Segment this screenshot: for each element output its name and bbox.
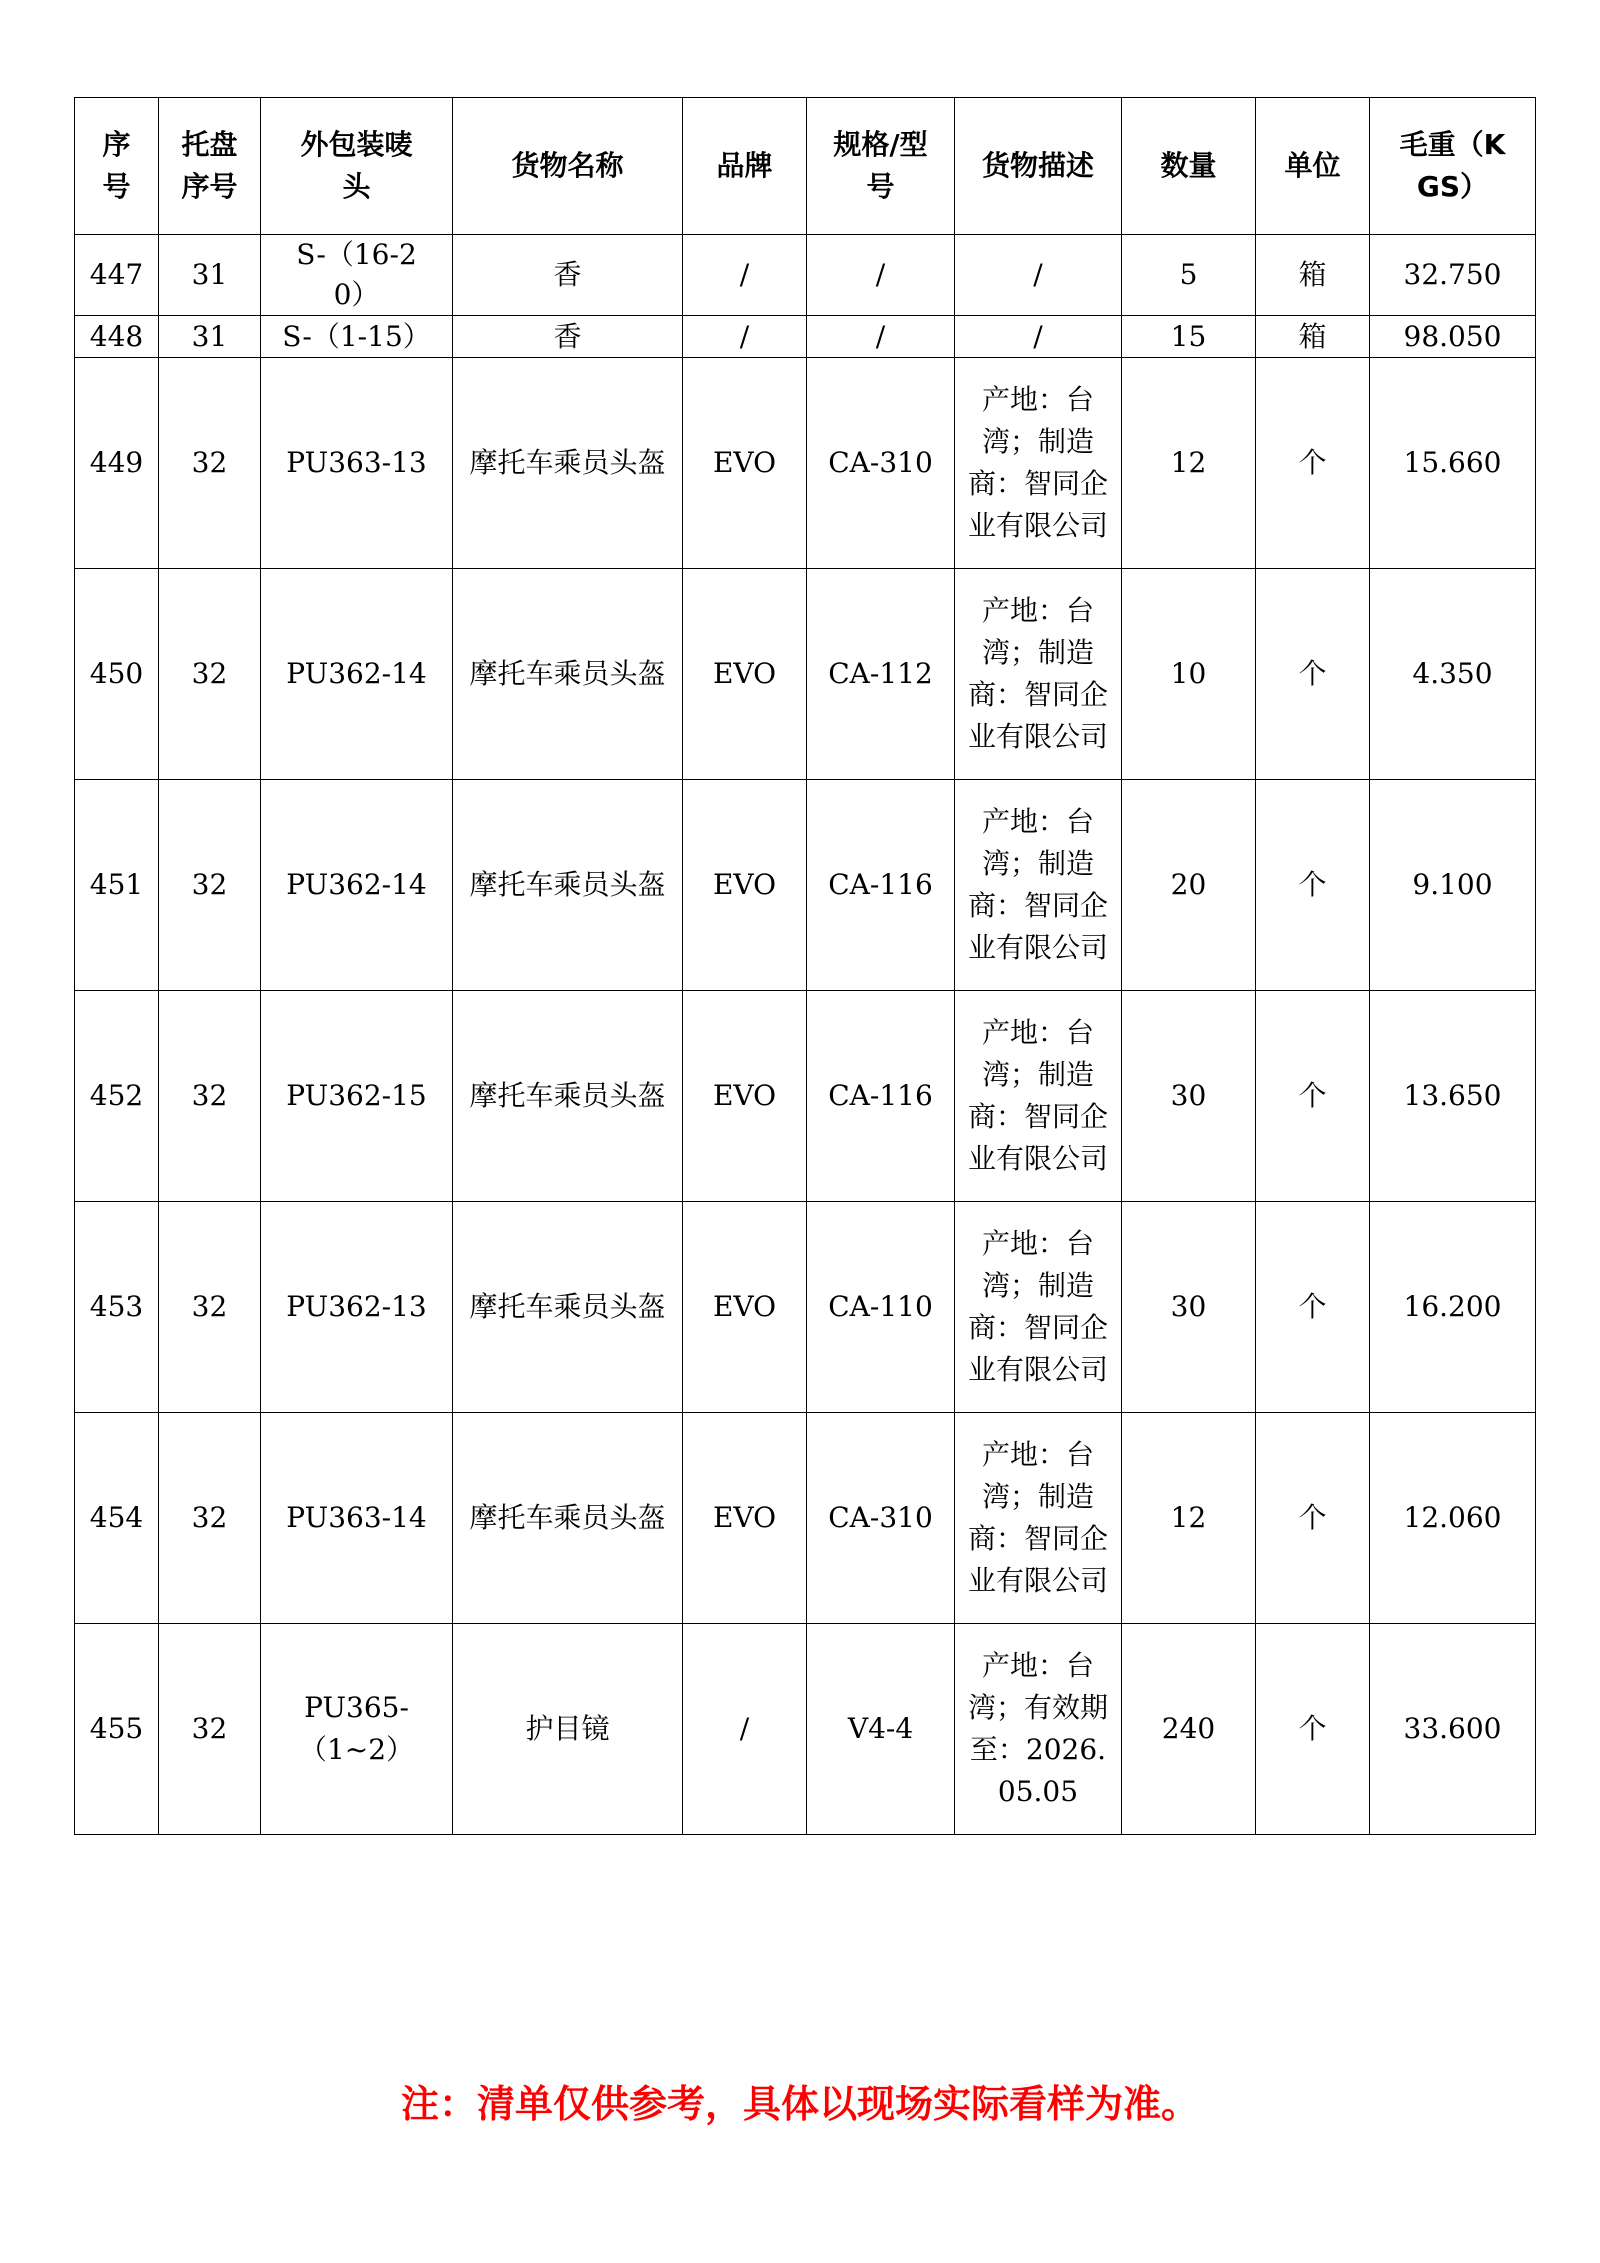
cell-description-text: 产地：台湾；有效期至：2026.05.05 — [968, 1649, 1109, 1808]
table-row — [75, 569, 1536, 780]
cell-quantity — [1122, 1413, 1256, 1624]
cell-goods-name — [453, 569, 683, 780]
cargo-table — [74, 97, 1536, 1835]
table-row — [75, 235, 1536, 316]
cell-spec — [807, 780, 955, 991]
header-row — [75, 98, 1536, 235]
cell-seq-text: 455 — [89, 1712, 144, 1745]
cell-brand-text: EVO — [712, 446, 777, 479]
column-header-gross-weight — [1370, 98, 1536, 235]
cell-goods-name — [453, 235, 683, 316]
cell-quantity-text: 30 — [1170, 1290, 1207, 1323]
cell-goods-name — [453, 1624, 683, 1835]
cell-brand — [683, 1413, 807, 1624]
cell-seq — [75, 358, 159, 569]
column-header-label: 规格/型号 — [833, 128, 928, 203]
cell-gross-weight-text: 98.050 — [1403, 319, 1502, 353]
cell-brand-text: EVO — [712, 1079, 777, 1112]
cell-spec-text: CA-310 — [828, 446, 933, 479]
cell-pallet — [159, 358, 261, 569]
table-row — [75, 991, 1536, 1202]
column-header-label: 数量 — [1160, 149, 1217, 182]
cell-unit-text: 箱 — [1298, 319, 1327, 353]
cell-quantity-text: 12 — [1170, 1501, 1207, 1534]
cell-seq-text: 454 — [89, 1501, 144, 1534]
cell-spec-text: V4-4 — [847, 1712, 914, 1745]
cell-gross-weight — [1370, 1413, 1536, 1624]
cell-quantity-text: 30 — [1170, 1079, 1207, 1112]
cell-package-mark-text: PU362-14 — [286, 868, 427, 901]
cell-seq — [75, 235, 159, 316]
cell-quantity — [1122, 569, 1256, 780]
cell-pallet-text: 32 — [191, 1712, 228, 1745]
cell-quantity-text: 15 — [1170, 319, 1207, 353]
cell-quantity — [1122, 235, 1256, 316]
cell-spec-text: CA-116 — [828, 1079, 933, 1112]
cell-unit — [1256, 1624, 1370, 1835]
cell-unit-text: 个 — [1298, 446, 1327, 479]
cell-gross-weight-text: 15.660 — [1403, 446, 1502, 479]
cell-brand — [683, 991, 807, 1202]
cell-unit — [1256, 316, 1370, 358]
cell-gross-weight-text: 16.200 — [1403, 1290, 1502, 1323]
column-header-goods-name — [453, 98, 683, 235]
cell-quantity — [1122, 1624, 1256, 1835]
cell-seq — [75, 1202, 159, 1413]
cell-description-text: / — [1033, 258, 1043, 291]
cell-description-text: / — [1033, 319, 1043, 353]
cell-package-mark — [261, 991, 453, 1202]
cell-goods-name — [453, 780, 683, 991]
cell-goods-name-text: 香 — [553, 319, 582, 353]
cell-seq-text: 450 — [89, 657, 144, 690]
cell-quantity — [1122, 1202, 1256, 1413]
cell-description — [955, 780, 1122, 991]
cell-description-text: 产地：台湾；制造商：智同企业有限公司 — [968, 805, 1109, 964]
column-header-quantity — [1122, 98, 1256, 235]
cell-goods-name-text: 摩托车乘员头盔 — [469, 1501, 666, 1534]
cell-spec — [807, 316, 955, 358]
cell-description — [955, 1413, 1122, 1624]
cell-seq — [75, 316, 159, 358]
table-row — [75, 316, 1536, 358]
cell-brand-text: / — [739, 1712, 750, 1745]
column-header-label: 品牌 — [716, 149, 773, 182]
cell-unit-text: 个 — [1298, 1501, 1327, 1534]
cell-seq-text: 451 — [89, 868, 144, 901]
cell-pallet — [159, 780, 261, 991]
column-header-unit — [1256, 98, 1370, 235]
cell-brand — [683, 1202, 807, 1413]
cell-pallet-text: 32 — [191, 1501, 228, 1534]
cell-pallet-text: 31 — [191, 319, 228, 353]
cell-package-mark — [261, 358, 453, 569]
cell-brand-text: EVO — [712, 1501, 777, 1534]
cell-package-mark-text: S-（16-20） — [296, 238, 417, 311]
cell-gross-weight — [1370, 316, 1536, 358]
cell-goods-name — [453, 316, 683, 358]
cell-package-mark-text: PU362-14 — [286, 657, 427, 690]
cell-description — [955, 1624, 1122, 1835]
cell-goods-name-text: 摩托车乘员头盔 — [469, 868, 666, 901]
cell-package-mark-text: S-（1-15） — [282, 319, 431, 353]
column-header-label: 货物名称 — [511, 149, 624, 182]
cell-spec-text: CA-116 — [828, 868, 933, 901]
cell-package-mark — [261, 1624, 453, 1835]
cell-spec-text: / — [875, 319, 886, 353]
cell-seq-text: 449 — [89, 446, 144, 479]
column-header-label: 托盘序号 — [181, 128, 238, 203]
cell-quantity — [1122, 358, 1256, 569]
cell-goods-name-text: 摩托车乘员头盔 — [469, 657, 666, 690]
cell-unit — [1256, 569, 1370, 780]
cell-brand-text: / — [739, 319, 750, 353]
cell-brand — [683, 1624, 807, 1835]
cell-pallet-text: 31 — [191, 258, 228, 291]
cell-pallet — [159, 1624, 261, 1835]
cell-pallet — [159, 1202, 261, 1413]
cell-gross-weight — [1370, 358, 1536, 569]
cell-gross-weight — [1370, 991, 1536, 1202]
column-header-seq — [75, 98, 159, 235]
cell-seq — [75, 991, 159, 1202]
cell-gross-weight — [1370, 780, 1536, 991]
cell-spec — [807, 569, 955, 780]
cell-pallet — [159, 1413, 261, 1624]
column-header-label: 序号 — [102, 128, 131, 203]
cell-description-text: 产地：台湾；制造商：智同企业有限公司 — [968, 383, 1109, 542]
cell-description-text: 产地：台湾；制造商：智同企业有限公司 — [968, 1227, 1109, 1386]
cell-unit-text: 个 — [1298, 1712, 1327, 1745]
cell-seq — [75, 780, 159, 991]
cell-package-mark — [261, 1413, 453, 1624]
cell-quantity-text: 5 — [1179, 258, 1198, 291]
cell-goods-name-text: 摩托车乘员头盔 — [469, 1290, 666, 1323]
cell-pallet-text: 32 — [191, 1079, 228, 1112]
column-header-label: 外包装唛头 — [300, 128, 413, 203]
cell-description-text: 产地：台湾；制造商：智同企业有限公司 — [968, 1438, 1109, 1597]
column-header-pallet — [159, 98, 261, 235]
cell-spec-text: CA-110 — [828, 1290, 933, 1323]
cell-gross-weight — [1370, 569, 1536, 780]
cell-package-mark — [261, 235, 453, 316]
cell-brand — [683, 569, 807, 780]
column-header-spec — [807, 98, 955, 235]
cell-spec-text: / — [875, 258, 886, 291]
cell-gross-weight — [1370, 235, 1536, 316]
table-row — [75, 1202, 1536, 1413]
cell-description — [955, 1202, 1122, 1413]
cell-quantity — [1122, 316, 1256, 358]
cell-description — [955, 569, 1122, 780]
cell-pallet-text: 32 — [191, 1290, 228, 1323]
cell-brand — [683, 235, 807, 316]
cell-gross-weight — [1370, 1202, 1536, 1413]
cell-seq — [75, 1413, 159, 1624]
cell-seq — [75, 1624, 159, 1835]
cell-package-mark — [261, 316, 453, 358]
cell-unit — [1256, 1413, 1370, 1624]
cell-goods-name-text: 护目镜 — [525, 1712, 610, 1745]
cell-spec — [807, 1413, 955, 1624]
cell-unit — [1256, 358, 1370, 569]
cell-unit-text: 箱 — [1298, 258, 1327, 291]
cell-seq-text: 452 — [89, 1079, 144, 1112]
cell-seq — [75, 569, 159, 780]
column-header-description — [955, 98, 1122, 235]
cell-brand — [683, 316, 807, 358]
cell-brand — [683, 358, 807, 569]
cell-unit-text: 个 — [1298, 1290, 1327, 1323]
column-header-brand — [683, 98, 807, 235]
cell-gross-weight-text: 32.750 — [1403, 258, 1502, 291]
cell-description — [955, 358, 1122, 569]
cell-description — [955, 316, 1122, 358]
cell-unit — [1256, 1202, 1370, 1413]
cell-package-mark-text: PU363-14 — [286, 1501, 427, 1534]
cell-goods-name-text: 香 — [553, 258, 582, 291]
cell-spec — [807, 991, 955, 1202]
cell-goods-name — [453, 1202, 683, 1413]
column-header-label: 货物描述 — [981, 149, 1094, 182]
cell-unit — [1256, 780, 1370, 991]
cell-spec — [807, 1202, 955, 1413]
cell-brand-text: EVO — [712, 657, 777, 690]
cell-gross-weight-text: 9.100 — [1412, 868, 1493, 901]
cell-quantity — [1122, 780, 1256, 991]
table-row — [75, 358, 1536, 569]
cell-goods-name-text: 摩托车乘员头盔 — [469, 446, 666, 479]
cell-quantity-text: 10 — [1170, 657, 1207, 690]
cell-pallet-text: 32 — [191, 446, 228, 479]
cell-seq-text: 447 — [89, 258, 144, 291]
cell-unit — [1256, 235, 1370, 316]
table-row — [75, 780, 1536, 991]
cell-brand-text: / — [739, 258, 750, 291]
table-body — [75, 235, 1536, 1835]
cell-gross-weight-text: 12.060 — [1403, 1501, 1502, 1534]
cell-package-mark-text: PU362-15 — [286, 1079, 427, 1112]
cell-package-mark-text: PU362-13 — [286, 1290, 427, 1323]
cell-spec-text: CA-310 — [828, 1501, 933, 1534]
cell-quantity-text: 20 — [1170, 868, 1207, 901]
cell-quantity-text: 12 — [1170, 446, 1207, 479]
cell-spec-text: CA-112 — [828, 657, 933, 690]
cell-spec — [807, 358, 955, 569]
cell-package-mark-text: PU363-13 — [286, 446, 427, 479]
cell-goods-name — [453, 991, 683, 1202]
cell-goods-name — [453, 1413, 683, 1624]
table-row — [75, 1624, 1536, 1835]
cell-seq-text: 448 — [89, 319, 144, 353]
disclaimer-note: 注：清单仅供参考，具体以现场实际看样为准。 — [400, 2082, 1199, 2126]
cell-quantity — [1122, 991, 1256, 1202]
table-row — [75, 1413, 1536, 1624]
cell-pallet — [159, 316, 261, 358]
cell-pallet-text: 32 — [191, 868, 228, 901]
cell-gross-weight-text: 4.350 — [1412, 657, 1493, 690]
cell-gross-weight-text: 13.650 — [1403, 1079, 1502, 1112]
cell-brand — [683, 780, 807, 991]
cell-description-text: 产地：台湾；制造商：智同企业有限公司 — [968, 1016, 1109, 1175]
cell-unit — [1256, 991, 1370, 1202]
cell-goods-name — [453, 358, 683, 569]
cell-goods-name-text: 摩托车乘员头盔 — [469, 1079, 666, 1112]
cell-description — [955, 991, 1122, 1202]
cell-package-mark — [261, 780, 453, 991]
cell-unit-text: 个 — [1298, 657, 1327, 690]
cell-package-mark — [261, 1202, 453, 1413]
cell-gross-weight-text: 33.600 — [1403, 1712, 1502, 1745]
cell-gross-weight — [1370, 1624, 1536, 1835]
cell-package-mark — [261, 569, 453, 780]
table-header — [75, 98, 1536, 235]
cell-pallet — [159, 235, 261, 316]
cell-quantity-text: 240 — [1161, 1712, 1216, 1745]
cell-unit-text: 个 — [1298, 868, 1327, 901]
cell-pallet — [159, 991, 261, 1202]
cell-pallet — [159, 569, 261, 780]
cell-spec — [807, 1624, 955, 1835]
column-header-label: 单位 — [1284, 149, 1341, 182]
cell-pallet-text: 32 — [191, 657, 228, 690]
column-header-package-mark — [261, 98, 453, 235]
cell-unit-text: 个 — [1298, 1079, 1327, 1112]
cargo-list-sheet — [74, 97, 1535, 1835]
cell-brand-text: EVO — [712, 1290, 777, 1323]
column-header-label: 毛重（KGS） — [1399, 128, 1506, 203]
cell-description-text: 产地：台湾；制造商：智同企业有限公司 — [968, 594, 1109, 753]
cell-seq-text: 453 — [89, 1290, 144, 1323]
cell-brand-text: EVO — [712, 868, 777, 901]
cell-description — [955, 235, 1122, 316]
cell-spec — [807, 235, 955, 316]
cell-package-mark-text: PU365-（1~2） — [298, 1691, 415, 1766]
